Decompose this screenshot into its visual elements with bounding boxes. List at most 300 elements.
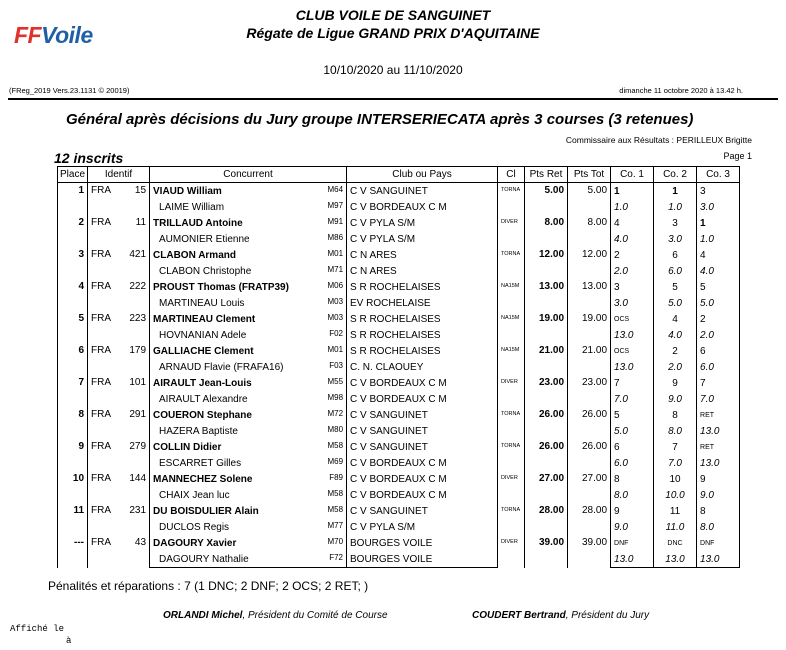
pts-ret: 12.00 xyxy=(525,247,568,279)
helm-club: C N ARES xyxy=(347,247,498,263)
race-3-rank: 1 xyxy=(697,215,740,231)
race-2-rank: 5 xyxy=(654,279,697,295)
helm-cell xyxy=(150,471,347,487)
crew-category: M77 xyxy=(327,521,344,530)
software-version: (FReg_2019 Vers.23.1131 © 20019) xyxy=(9,86,130,95)
club-name: CLUB VOILE DE SANGUINET xyxy=(295,7,491,23)
pts-tot: 5.00 xyxy=(568,183,611,216)
pts-ret: 27.00 xyxy=(525,471,568,503)
affiche-a: à xyxy=(66,636,72,646)
crew-cell xyxy=(150,519,347,535)
table-row xyxy=(58,359,740,375)
helm-category: M01 xyxy=(327,249,344,258)
race-1-rank: OCS xyxy=(611,343,654,359)
class-code: DIVER xyxy=(498,375,525,407)
sail-number: 223 xyxy=(129,313,147,324)
crew-name: CHAIX Jean luc xyxy=(159,489,230,501)
col-identif: Identif xyxy=(88,167,150,183)
nation: FRA xyxy=(91,185,112,196)
crew-cell xyxy=(150,551,347,568)
race-2-points: 1.0 xyxy=(654,199,697,215)
helm-name: TRILLAUD Antoine xyxy=(153,217,243,229)
sail-number: 421 xyxy=(129,249,147,260)
identif-cell xyxy=(88,439,150,471)
race-3-points: 9.0 xyxy=(697,487,740,503)
table-row xyxy=(58,471,740,487)
crew-name: AIRAULT Alexandre xyxy=(159,393,248,405)
results-table xyxy=(57,166,740,568)
race-1-points: 4.0 xyxy=(611,231,654,247)
pts-tot: 39.00 xyxy=(568,535,611,568)
col-cl: Cl xyxy=(498,167,525,183)
place-cell: 11 xyxy=(58,503,88,535)
affiche-block xyxy=(10,623,71,647)
col-co1: Co. 1 xyxy=(611,167,654,183)
crew-club: C V SANGUINET xyxy=(347,423,498,439)
helm-category: M58 xyxy=(327,505,344,514)
table-row xyxy=(58,279,740,295)
identif-cell xyxy=(88,343,150,375)
sail-number: 279 xyxy=(129,441,147,452)
helm-cell xyxy=(150,439,347,455)
commissaire: Commissaire aux Résultats : PERILLEUX Brigitte xyxy=(565,135,752,145)
pts-ret: 39.00 xyxy=(525,535,568,568)
crew-name: DUCLOS Regis xyxy=(159,521,230,533)
table-row xyxy=(58,263,740,279)
crew-club: C V BORDEAUX C M xyxy=(347,199,498,215)
identif-cell xyxy=(88,375,150,407)
place-cell: 2 xyxy=(58,215,88,247)
race-3-rank: RET xyxy=(697,407,740,423)
race-3-rank: 3 xyxy=(697,183,740,200)
helm-category: F89 xyxy=(329,473,344,482)
place-cell: 4 xyxy=(58,279,88,311)
helm-category: M55 xyxy=(327,377,344,386)
helm-name: DAGOURY Xavier xyxy=(153,537,237,549)
crew-name: ESCARRET Gilles xyxy=(159,457,242,469)
col-pts-tot: Pts Tot xyxy=(568,167,611,183)
crew-name: CLABON Christophe xyxy=(159,265,252,277)
identif-cell xyxy=(88,311,150,343)
table-row xyxy=(58,439,740,455)
crew-category: M98 xyxy=(327,393,344,402)
race-2-rank: DNC xyxy=(654,535,697,551)
crew-cell xyxy=(150,391,347,407)
table-row xyxy=(58,519,740,535)
nation: FRA xyxy=(91,313,112,324)
table-row xyxy=(58,551,740,568)
class-code: TORNA xyxy=(498,183,525,216)
table-row xyxy=(58,215,740,231)
class-code: NA15M xyxy=(498,311,525,343)
helm-name: PROUST Thomas (FRATP39) xyxy=(153,281,289,293)
race-2-points: 11.0 xyxy=(654,519,697,535)
race-1-points: 1.0 xyxy=(611,199,654,215)
helm-category: M72 xyxy=(327,409,344,418)
crew-category: F02 xyxy=(329,329,344,338)
race-1-points: 13.0 xyxy=(611,327,654,343)
divider xyxy=(8,98,778,100)
place-cell: 10 xyxy=(58,471,88,503)
place-cell: 3 xyxy=(58,247,88,279)
pts-tot: 23.00 xyxy=(568,375,611,407)
page-number: Page 1 xyxy=(723,151,752,161)
nation: FRA xyxy=(91,505,112,516)
helm-club: C V SANGUINET xyxy=(347,439,498,455)
helm-category: M58 xyxy=(327,441,344,450)
helm-cell xyxy=(150,407,347,423)
table-row xyxy=(58,391,740,407)
race-3-points: 13.0 xyxy=(697,423,740,439)
helm-category: M64 xyxy=(327,185,344,194)
nation: FRA xyxy=(91,473,112,484)
helm-name: MARTINEAU Clement xyxy=(153,313,256,325)
table-row xyxy=(58,183,740,200)
race-2-rank: 8 xyxy=(654,407,697,423)
crew-cell xyxy=(150,231,347,247)
pts-tot: 27.00 xyxy=(568,471,611,503)
pts-tot: 13.00 xyxy=(568,279,611,311)
crew-category: M86 xyxy=(327,233,344,242)
pts-ret: 28.00 xyxy=(525,503,568,535)
nation: FRA xyxy=(91,377,112,388)
crew-club: C. N. CLAOUEY xyxy=(347,359,498,375)
race-2-rank: 6 xyxy=(654,247,697,263)
crew-club: BOURGES VOILE xyxy=(347,551,498,568)
race-2-rank: 3 xyxy=(654,215,697,231)
race-3-points: 13.0 xyxy=(697,455,740,471)
race-2-rank: 7 xyxy=(654,439,697,455)
inscrits-count: 12 inscrits xyxy=(54,150,124,166)
race-1-points: 3.0 xyxy=(611,295,654,311)
pts-ret: 5.00 xyxy=(525,183,568,216)
sail-number: 43 xyxy=(134,537,147,548)
race-2-rank: 10 xyxy=(654,471,697,487)
race-2-points: 2.0 xyxy=(654,359,697,375)
crew-category: F72 xyxy=(329,553,344,562)
pts-tot: 21.00 xyxy=(568,343,611,375)
helm-cell xyxy=(150,215,347,231)
pts-tot: 12.00 xyxy=(568,247,611,279)
race-3-rank: DNF xyxy=(697,535,740,551)
helm-category: M06 xyxy=(327,281,344,290)
race-3-points: 5.0 xyxy=(697,295,740,311)
race-2-points: 9.0 xyxy=(654,391,697,407)
race-3-points: 2.0 xyxy=(697,327,740,343)
race-3-rank: 8 xyxy=(697,503,740,519)
race-2-points: 4.0 xyxy=(654,327,697,343)
helm-name: AIRAULT Jean-Louis xyxy=(153,377,252,389)
helm-club: BOURGES VOILE xyxy=(347,535,498,551)
race-2-rank: 9 xyxy=(654,375,697,391)
sail-number: 101 xyxy=(129,377,147,388)
crew-club: C V BORDEAUX C M xyxy=(347,455,498,471)
race-3-points: 1.0 xyxy=(697,231,740,247)
race-1-rank: 2 xyxy=(611,247,654,263)
table-row xyxy=(58,455,740,471)
pts-ret: 26.00 xyxy=(525,407,568,439)
class-code: TORNA xyxy=(498,439,525,471)
helm-cell xyxy=(150,279,347,295)
helm-cell xyxy=(150,311,347,327)
helm-name: DU BOISDULIER Alain xyxy=(153,505,259,517)
helm-club: C V SANGUINET xyxy=(347,407,498,423)
class-code: TORNA xyxy=(498,247,525,279)
place-cell: 7 xyxy=(58,375,88,407)
class-code: TORNA xyxy=(498,407,525,439)
race-1-points: 8.0 xyxy=(611,487,654,503)
results-body xyxy=(58,183,740,568)
race-2-points: 3.0 xyxy=(654,231,697,247)
race-1-points: 6.0 xyxy=(611,455,654,471)
crew-category: M97 xyxy=(327,201,344,210)
race-1-points: 2.0 xyxy=(611,263,654,279)
print-date: dimanche 11 octobre 2020 à 13.42 h. xyxy=(619,86,743,95)
place-cell: 5 xyxy=(58,311,88,343)
race-2-points: 10.0 xyxy=(654,487,697,503)
nation: FRA xyxy=(91,345,112,356)
nation: FRA xyxy=(91,441,112,452)
pts-ret: 23.00 xyxy=(525,375,568,407)
col-concurrent: Concurrent xyxy=(150,167,347,183)
results-title: Général après décisions du Jury groupe INTERSERIECATA après 3 courses (3 retenues) xyxy=(66,111,694,128)
race-3-rank: RET xyxy=(697,439,740,455)
race-1-points: 5.0 xyxy=(611,423,654,439)
pts-tot: 26.00 xyxy=(568,439,611,471)
signature-race-committee: ORLANDI Michel, Président du Comité de Course xyxy=(163,610,388,621)
class-code: DIVER xyxy=(498,215,525,247)
sail-number: 222 xyxy=(129,281,147,292)
crew-cell xyxy=(150,263,347,279)
crew-category: F03 xyxy=(329,361,344,370)
race-1-rank: OCS xyxy=(611,311,654,327)
crew-club: C V BORDEAUX C M xyxy=(347,391,498,407)
pts-tot: 8.00 xyxy=(568,215,611,247)
crew-club: C N ARES xyxy=(347,263,498,279)
crew-cell xyxy=(150,327,347,343)
race-1-points: 9.0 xyxy=(611,519,654,535)
nation: FRA xyxy=(91,281,112,292)
table-row xyxy=(58,231,740,247)
crew-club: C V BORDEAUX C M xyxy=(347,487,498,503)
nation: FRA xyxy=(91,249,112,260)
table-row xyxy=(58,199,740,215)
sail-number: 291 xyxy=(129,409,147,420)
identif-cell xyxy=(88,279,150,311)
crew-cell xyxy=(150,455,347,471)
crew-club: C V PYLA S/M xyxy=(347,519,498,535)
sail-number: 11 xyxy=(135,217,147,228)
helm-category: M03 xyxy=(327,313,344,322)
helm-club: S R ROCHELAISES xyxy=(347,311,498,327)
helm-club: C V BORDEAUX C M xyxy=(347,471,498,487)
penalites: Pénalités et réparations : 7 (1 DNC; 2 DNF; 2 OCS; 2 RET; ) xyxy=(48,579,369,593)
nation: FRA xyxy=(91,217,112,228)
jury-president-name: COUDERT Bertrand xyxy=(472,610,566,621)
helm-cell xyxy=(150,247,347,263)
crew-name: AUMONIER Etienne xyxy=(159,233,250,245)
identif-cell xyxy=(88,183,150,216)
class-code: TORNA xyxy=(498,503,525,535)
sail-icon: V xyxy=(41,22,56,48)
race-1-rank: 6 xyxy=(611,439,654,455)
helm-name: CLABON Armand xyxy=(153,249,236,261)
helm-club: C V PYLA S/M xyxy=(347,215,498,231)
col-pts-ret: Pts Ret xyxy=(525,167,568,183)
race-2-points: 8.0 xyxy=(654,423,697,439)
class-code: NA15M xyxy=(498,279,525,311)
col-club: Club ou Pays xyxy=(347,167,498,183)
race-1-points: 13.0 xyxy=(611,551,654,568)
pts-tot: 19.00 xyxy=(568,311,611,343)
crew-cell xyxy=(150,199,347,215)
helm-cell xyxy=(150,183,347,200)
race-3-points: 6.0 xyxy=(697,359,740,375)
helm-club: C V SANGUINET xyxy=(347,503,498,519)
race-2-rank: 1 xyxy=(654,183,697,200)
identif-cell xyxy=(88,215,150,247)
race-officer-name: ORLANDI Michel xyxy=(163,610,243,621)
helm-name: MANNECHEZ Solene xyxy=(153,473,253,485)
helm-category: M91 xyxy=(327,217,344,226)
place-cell: --- xyxy=(58,535,88,568)
sail-number: 15 xyxy=(134,185,147,196)
race-3-points: 7.0 xyxy=(697,391,740,407)
identif-cell xyxy=(88,247,150,279)
race-1-points: 13.0 xyxy=(611,359,654,375)
race-3-points: 4.0 xyxy=(697,263,740,279)
helm-club: S R ROCHELAISES xyxy=(347,279,498,295)
crew-name: LAIME William xyxy=(159,201,225,213)
crew-category: M69 xyxy=(327,457,344,466)
crew-club: EV ROCHELAISE xyxy=(347,295,498,311)
table-row xyxy=(58,503,740,519)
class-code: DIVER xyxy=(498,535,525,568)
helm-category: M01 xyxy=(327,345,344,354)
race-3-rank: 4 xyxy=(697,247,740,263)
crew-name: HAZERA Baptiste xyxy=(159,425,238,437)
crew-name: DAGOURY Nathalie xyxy=(159,553,249,565)
race-1-rank: 9 xyxy=(611,503,654,519)
race-2-rank: 4 xyxy=(654,311,697,327)
race-2-rank: 11 xyxy=(654,503,697,519)
table-row xyxy=(58,423,740,439)
pts-ret: 19.00 xyxy=(525,311,568,343)
table-row xyxy=(58,487,740,503)
race-2-points: 13.0 xyxy=(654,551,697,568)
helm-cell xyxy=(150,503,347,519)
helm-category: M70 xyxy=(327,537,344,546)
signature-jury: COUDERT Bertrand, Président du Jury xyxy=(472,610,650,621)
crew-category: M03 xyxy=(327,297,344,306)
place-cell: 1 xyxy=(58,183,88,216)
col-co2: Co. 2 xyxy=(654,167,697,183)
crew-name: MARTINEAU Louis xyxy=(159,297,245,309)
race-1-rank: DNF xyxy=(611,535,654,551)
class-code: NA15M xyxy=(498,343,525,375)
race-3-points: 3.0 xyxy=(697,199,740,215)
helm-cell xyxy=(150,535,347,551)
regatta-name: Régate de Ligue GRAND PRIX D'AQUITAINE xyxy=(246,25,540,41)
table-row xyxy=(58,327,740,343)
identif-cell xyxy=(88,503,150,535)
table-row xyxy=(58,343,740,359)
helm-club: C V SANGUINET xyxy=(347,183,498,200)
crew-cell xyxy=(150,423,347,439)
race-1-rank: 7 xyxy=(611,375,654,391)
ffvoile-logo: FFVoile xyxy=(14,22,93,48)
place-cell: 8 xyxy=(58,407,88,439)
race-3-rank: 2 xyxy=(697,311,740,327)
race-1-rank: 8 xyxy=(611,471,654,487)
race-3-rank: 6 xyxy=(697,343,740,359)
pts-ret: 8.00 xyxy=(525,215,568,247)
race-2-points: 6.0 xyxy=(654,263,697,279)
race-1-rank: 1 xyxy=(611,183,654,200)
identif-cell xyxy=(88,407,150,439)
crew-category: M80 xyxy=(327,425,344,434)
pts-ret: 21.00 xyxy=(525,343,568,375)
race-2-points: 5.0 xyxy=(654,295,697,311)
table-row xyxy=(58,535,740,551)
helm-club: S R ROCHELAISES xyxy=(347,343,498,359)
col-place: Place xyxy=(58,167,88,183)
sail-number: 179 xyxy=(129,345,147,356)
affiche-le: Affiché le xyxy=(10,624,65,634)
table-row xyxy=(58,247,740,263)
regatta-dates: 10/10/2020 au 11/10/2020 xyxy=(323,63,463,77)
identif-cell xyxy=(88,471,150,503)
table-header xyxy=(58,167,740,183)
crew-club: S R ROCHELAISES xyxy=(347,327,498,343)
pts-ret: 26.00 xyxy=(525,439,568,471)
pts-tot: 28.00 xyxy=(568,503,611,535)
race-1-rank: 5 xyxy=(611,407,654,423)
place-cell: 6 xyxy=(58,343,88,375)
helm-cell xyxy=(150,375,347,391)
helm-name: COLLIN Didier xyxy=(153,441,222,453)
place-cell: 9 xyxy=(58,439,88,471)
class-code: DIVER xyxy=(498,471,525,503)
crew-name: HOVNANIAN Adele xyxy=(159,329,247,341)
race-3-rank: 7 xyxy=(697,375,740,391)
race-3-rank: 5 xyxy=(697,279,740,295)
pts-ret: 13.00 xyxy=(525,279,568,311)
table-row xyxy=(58,295,740,311)
helm-club: C V BORDEAUX C M xyxy=(347,375,498,391)
col-co3: Co. 3 xyxy=(697,167,740,183)
nation: FRA xyxy=(91,537,112,548)
crew-cell xyxy=(150,359,347,375)
table-row xyxy=(58,311,740,327)
race-1-rank: 3 xyxy=(611,279,654,295)
pts-tot: 26.00 xyxy=(568,407,611,439)
table-row xyxy=(58,375,740,391)
sail-number: 231 xyxy=(129,505,147,516)
helm-cell xyxy=(150,343,347,359)
helm-name: GALLIACHE Clement xyxy=(153,345,254,357)
crew-category: M71 xyxy=(327,265,344,274)
race-3-points: 8.0 xyxy=(697,519,740,535)
nation: FRA xyxy=(91,409,112,420)
race-1-rank: 4 xyxy=(611,215,654,231)
sail-number: 144 xyxy=(129,473,147,484)
race-3-rank: 9 xyxy=(697,471,740,487)
crew-category: M58 xyxy=(327,489,344,498)
crew-cell xyxy=(150,487,347,503)
identif-cell xyxy=(88,535,150,568)
helm-name: COUERON Stephane xyxy=(153,409,252,421)
